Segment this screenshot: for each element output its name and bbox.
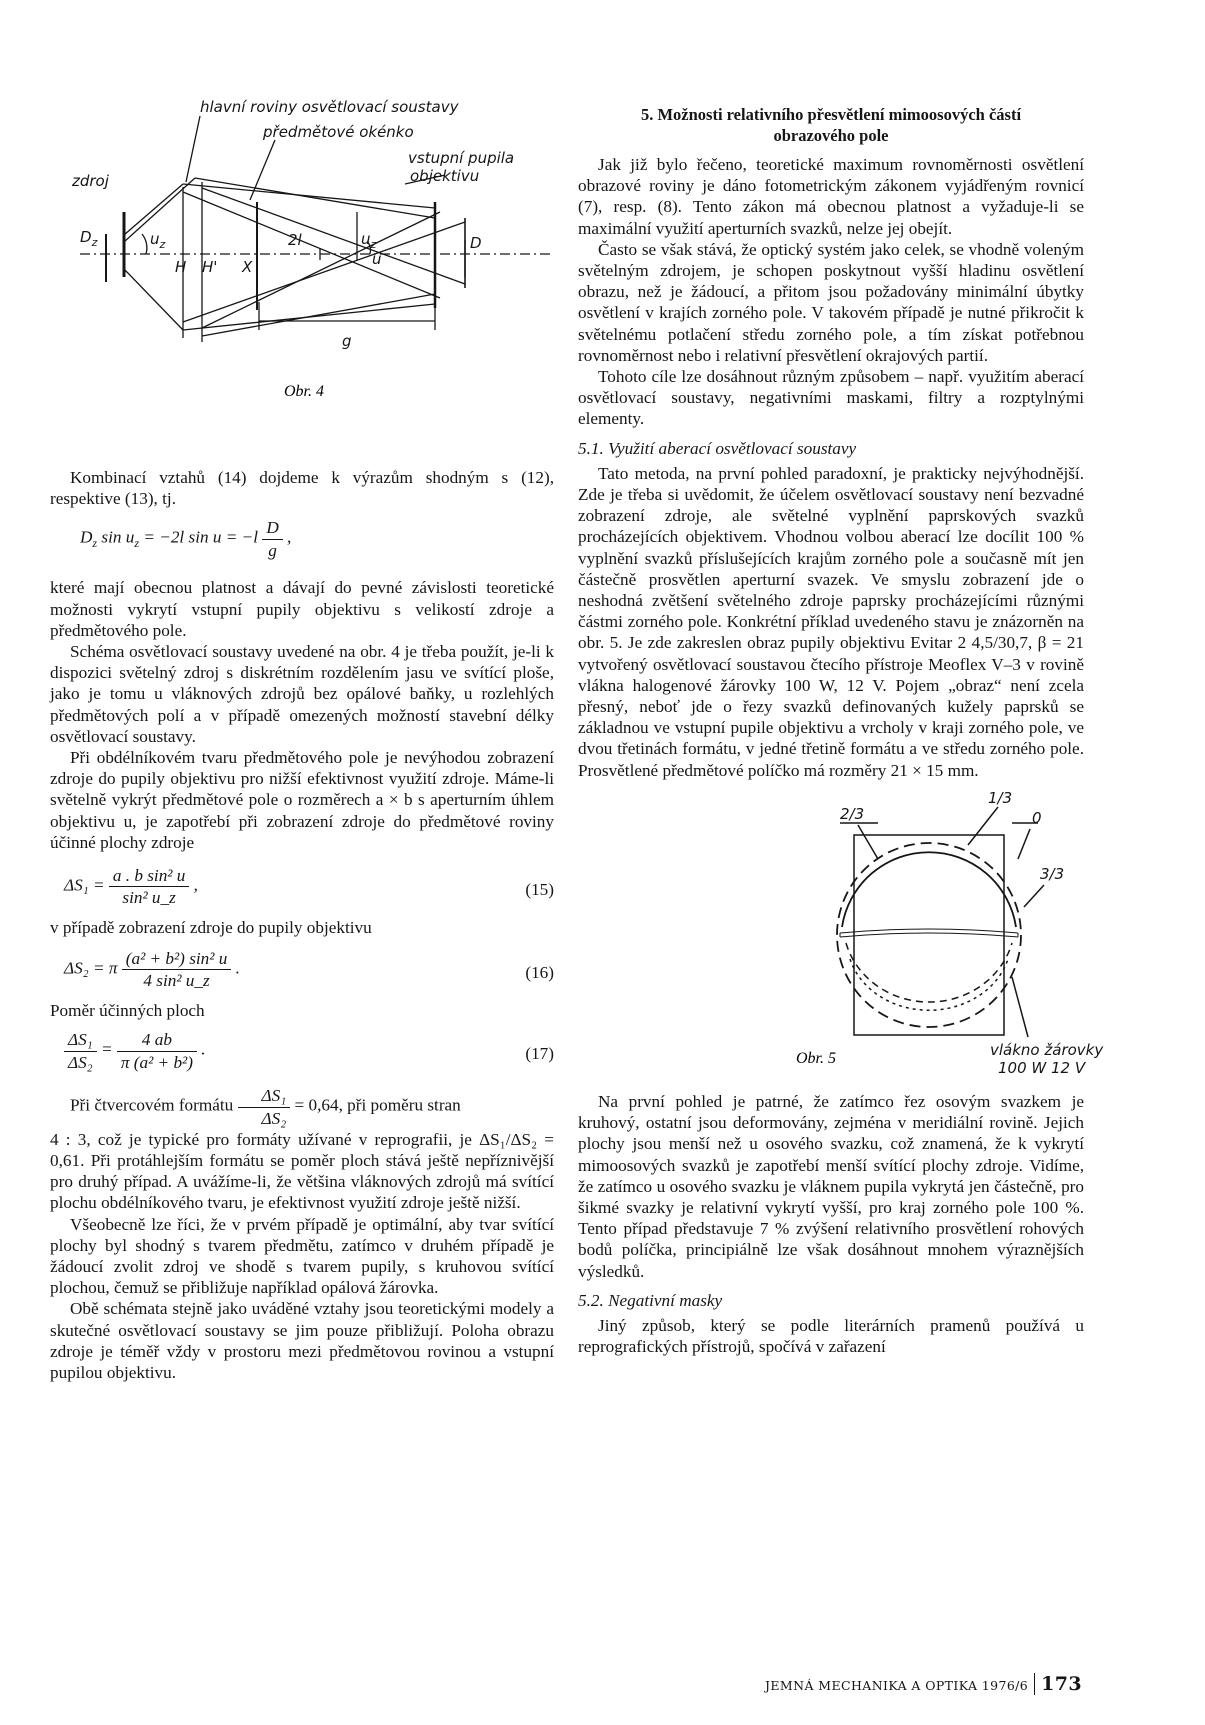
label-one-third: 1/3	[988, 788, 1013, 807]
paragraph: Kombinací vztahů (14) dojdeme k výrazům shodným s (12), respektive (13), tj.	[50, 468, 554, 509]
label-principal-planes: hlavní roviny osvětlovací soustavy	[200, 98, 459, 116]
page-number: 173	[1034, 1673, 1082, 1695]
label-three-thirds: 3/3	[1040, 864, 1065, 883]
subsection-heading: 5.2. Negativní masky	[578, 1290, 723, 1310]
label-uz: $u_z$	[150, 230, 166, 251]
paragraph: Při čtvercovém formátu $\frac{\text{ΔS₁}}{\text{ΔS₂}}$ = 0,64, při poměru stran	[70, 1086, 461, 1128]
equation-17: $\frac{\text{ΔS₁}}{\text{ΔS₂}}$ = $\frac{4 ab}{\text{π (a² + b²)}}$ . (17)	[50, 1029, 554, 1081]
paragraph: Tato metoda, na první pohled paradoxní, je prakticky nejvýhodnější. Zde je třeba si uvědomit, že účelem osvětlovací soustavy není bezvadné zobrazení zdroje, ale světelné vyplnění paprskových svazků procházejících objektivem. Vhodnou volbou aberací lze docílit 100 % vyplnění svazků příslušejících krajům zorného pole a současně mít jen částečně prosvětlen aperturní svazek. Ve smyslu zobrazení jde o neshodná zvětšení světelného zdroje paprsky procházejícími různými částmi zorného pole. Konkrétní příklad uvedeného stavu je znázorněn na obr. 5. Je zde zakreslen obraz pupily objektivu Evitar 2 4,5/30,7, β = 21 vytvořený osvětlovací soustavou čtecího přístroje Meoflex V–3 v rovině vlákna halogenové žárovky 100 W, 12 V. Pojem „obraz“ není zcela přesný, neboť jde o řezy svazků definovaných kužely paprsků se základnou ve vstupní pupile objektivu a vrcholy v kraji zorného pole, ve dvou třetinách formátu, v jedné třetině formátu a ve středu zorného pole. Prosvětlené předmětové políčko má rozměry 21 × 15 mm.	[578, 463, 1084, 780]
page-footer	[765, 1673, 1082, 1695]
label-uz-2: $u_z$	[361, 230, 377, 251]
paragraph: které mají obecnou platnost a dávají do pevné závislosti teoretické možnosti vykrytí vstupní pupily objektivu s velikostí zdroje a předmětového pole.	[50, 578, 554, 640]
paragraph: 4 : 3, což je typické pro formáty užívané v reprografii, je ΔS₁/ΔS₂ = 0,61. Při protáhlejším formátu se poměr ploch stává ještě nepříznivější pro druhý případ. A uvážíme-li, že většina vláknových zdrojů má svítící plochu obdélníkového tvaru, je efektivnost využití zdroje ještě nižší.	[50, 1129, 554, 1213]
label-g: g	[342, 332, 352, 350]
label-zero: 0	[1032, 808, 1042, 827]
label-entrance-pupil: vstupní pupila	[408, 149, 515, 167]
paragraph: Všeobecně lze říci, že v prvém případě je optimální, aby tvar svítící plochy byl shodný s tvarem předmětu, zatímco v druhém případě je žádoucí zvolit zdroj ve shodě s tvarem pupily, s kruhovou svítící plochou, čemuž se přibližuje například opálová žárovka.	[50, 1214, 554, 1298]
paragraph: Jiný způsob, který se podle literárních pramenů používá u reprografických přístrojů, spočívá v zařazení	[578, 1315, 1084, 1357]
label-source: zdroj	[72, 172, 109, 190]
right-column	[578, 0, 1104, 1357]
figure-4-caption: Obr. 4	[284, 383, 325, 400]
figure-4	[50, 92, 554, 467]
equation-16: ΔS₂ = π $\frac{\text{(a² + b²) sin² u}}{\text{4 sin² u\_z}}$ . (16)	[64, 949, 554, 991]
label-filament-power: 100 W 12 V	[998, 1058, 1086, 1077]
label-objective: objektivu	[410, 167, 480, 185]
label-filament: vlákno žárovky	[990, 1040, 1104, 1059]
label-u: u	[372, 250, 382, 268]
paragraph: Obě schémata stejně jako uváděné vztahy jsou teoretickými modely a skutečné osvětlovací soustavy se jim pouze přibližují. Poloha obrazu zdroje je téměř vždy v prostoru mezi předmětovou rovinou a vstupní pupilou objektivu.	[50, 1299, 554, 1383]
label-h: H	[175, 258, 187, 276]
paragraph: Poměr účinných ploch	[50, 1001, 205, 1021]
paragraph: Na první pohled je patrné, že zatímco řez osovým svazkem je kruhový, ostatní jsou deformovány, zejména v meridiální rovině. Jejich plochy jsou menší než u osového svazku, což znamená, že k vykrytí mimoosových svazků je zapotřebí menší svítící plochy zdroje. Vidíme, že zatímco u osového svazku je vláknem pupila vykrytá jen částečně, pro šikmé svazky je relativní vykrytí vyšší, pro kraj zorného pole 100 %. Tento případ představuje 7 % zvýšení relativního prosvětlení rohových bodů políčka, principiálně lze však dosáhnout mnohem výraznějších výsledků.	[578, 1091, 1084, 1281]
equation-14: $D_z$ $\sin u_z = -2l$ sin u = −l $\frac{D}{g}$ ,	[80, 518, 292, 560]
figure-5-caption: Obr. 5	[796, 1049, 837, 1067]
paragraph: Při obdélníkovém tvaru předmětového pole je nevýhodou zobrazení zdroje do pupily objektivu pro nižší efektivnost využití zdroje. Máme-li světelně vykrýt předmětové pole o rozměrech a × b s aperturním úhlem objektivu u, je zapotřebí při zobrazení zdroje do předmětové roviny účinné plochy zdroje	[50, 748, 554, 852]
label-x: X	[242, 258, 253, 276]
paragraph: Schéma osvětlovací soustavy uvedené na obr. 4 je třeba použít, je-li k dispozici světelný zdroj s diskrétním rozdělením jasu ve svítící ploše, jako je tomu u vláknových zdrojů bez opálové baňky, u rozlehlých předmětových polí a v případě omezených možností stavební délky osvětlovací soustavy.	[50, 642, 554, 746]
label-2l: 2l	[288, 231, 302, 249]
label-dz: $D_z$	[80, 228, 98, 249]
figure-5	[578, 787, 1104, 1077]
left-column	[50, 0, 554, 1383]
equation-15: ΔS₁ = $\frac{\text{a . b sin² u}}{\text{sin² u\_z}}$ , (15)	[64, 866, 554, 908]
journal-name: JEMNÁ MECHANIKA A OPTIKA 1976/6	[765, 1678, 1029, 1693]
paragraph: Často se však stává, že optický systém jako celek, se vhodně voleným světelným zdrojem, je schopen poskytnout vyšší hladinu osvětlení obrazu, než je žádoucí, a přitom jsou požadovány minimální úbytky osvětlení v krajích zorného pole. V takovém případě je nutné přikročit k světelnému potlačení středu zorného pole, a tím získat potřebnou rovnoměrnost nebo i relativní přesvětlení okrajových partií.	[578, 239, 1084, 365]
label-object-window: předmětové okénko	[263, 123, 414, 141]
label-h-prime: H'	[202, 258, 218, 276]
paragraph: v případě zobrazení zdroje do pupily objektivu	[50, 918, 372, 938]
section-heading: 5. Možnosti relativního přesvětlení mimoosových částí obrazového pole	[640, 105, 1022, 145]
subsection-heading: 5.1. Využití aberací osvětlovací soustavy	[578, 438, 857, 458]
paragraph: Tohoto cíle lze dosáhnout různým způsobem – např. využitím aberací osvětlovací soustavy, negativními maskami, filtry a rozptylnými elementy.	[578, 367, 1084, 429]
paragraph: Jak již bylo řečeno, teoretické maximum rovnoměrnosti osvětlení obrazové roviny je dáno fotometrickým zákonem vyjádřeným rovnicí (7), resp. (8). Tento zákon má obecnou platnost a vyžaduje-li se maximální využití aperturních svazků, nelze jej obejít.	[578, 155, 1084, 238]
label-two-thirds: 2/3	[840, 804, 865, 823]
label-d: D	[470, 234, 482, 252]
